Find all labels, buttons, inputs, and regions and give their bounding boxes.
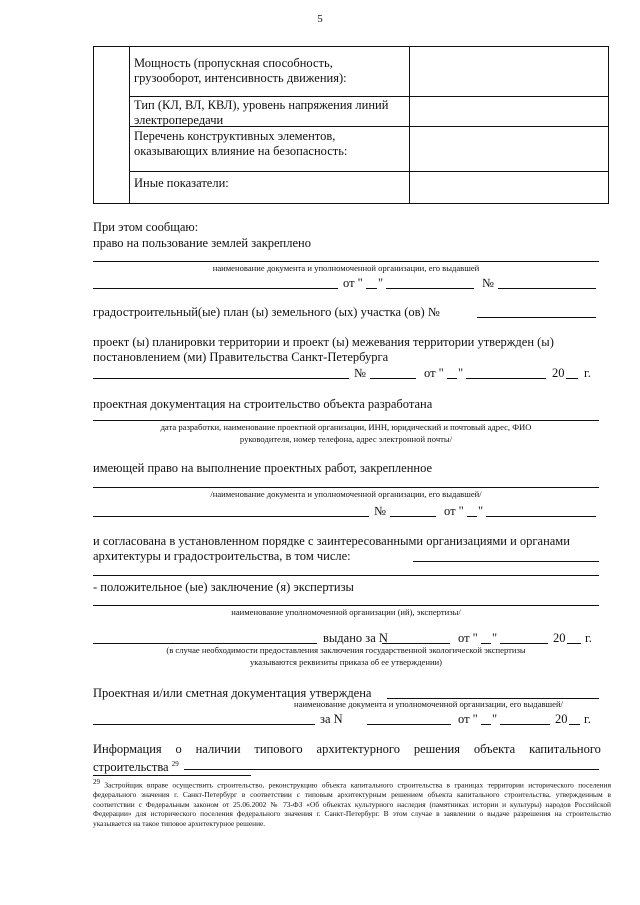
planning-line: проект (ы) планировки территории и проект (ы) межевания территории утвержден (ы) [93, 335, 554, 349]
expertise-field[interactable] [93, 605, 599, 606]
date-month-field[interactable] [466, 378, 546, 379]
table-row-divider [129, 171, 608, 172]
document-number-field[interactable] [382, 643, 450, 644]
date-field[interactable] [481, 643, 491, 644]
year-suffix: г. [584, 366, 591, 380]
date-from-label: от " [458, 712, 478, 726]
date-quote: " [458, 366, 464, 380]
table-cell-label: оказывающих влияние на безопасность: [134, 143, 348, 158]
project-doc-field[interactable] [93, 420, 599, 421]
date-from-label: от " [444, 504, 464, 518]
land-rights-label: право на пользование землей закреплено [93, 236, 311, 250]
date-from-label: от " [343, 276, 363, 290]
field-caption: наименование документа и уполномоченной организации, его выдавшей/ [294, 699, 563, 709]
document-number-field[interactable] [367, 724, 451, 725]
agreed-extra-field[interactable] [93, 575, 599, 576]
table-cell-label: Тип (КЛ, ВЛ, КВЛ), уровень напряжения линий [134, 98, 389, 112]
right-to-work-extra-field[interactable] [93, 516, 369, 517]
page-number: 5 [317, 13, 323, 25]
date-from-label: от " [458, 631, 478, 645]
typical-solution-line: Информация о наличии типового архитектурного решения объекта капитального [93, 742, 601, 756]
table-row [134, 176, 229, 191]
date-month-field[interactable] [486, 516, 596, 517]
table-cell-label: Иные показатели: [134, 176, 229, 190]
field-caption: наименование документа и уполномоченной организации, его выдавшей [212, 263, 480, 273]
table-column-divider [409, 47, 410, 203]
za-label: за N [320, 712, 343, 726]
land-rights-extra-field[interactable] [93, 288, 338, 289]
gpzu-label: градостроительный(ые) план (ы) земельного (ых) участка (ов) № [93, 305, 440, 319]
right-to-work-label: имеющей право на выполнение проектных работ, закрепленное [93, 461, 433, 475]
footnote-number: 29 [93, 778, 100, 786]
document-number-field[interactable] [498, 288, 596, 289]
year-suffix: г. [585, 631, 592, 645]
expertise-label: - положительное (ые) заключение (я) экспертизы [93, 580, 354, 594]
date-month-field[interactable] [386, 288, 474, 289]
year-label: 20 [555, 712, 568, 726]
planning-field[interactable] [93, 378, 349, 379]
table-cell-label: грузооборот, интенсивность движения): [134, 70, 347, 85]
date-quote: " [492, 631, 498, 645]
table-row [134, 98, 388, 127]
date-quote: " [478, 504, 484, 518]
year-suffix: г. [584, 712, 591, 726]
date-month-field[interactable] [500, 643, 548, 644]
footnote-separator [93, 775, 251, 776]
typical-solution-label: строительства $^{29}$ [93, 760, 179, 775]
date-from-label: от " [424, 366, 444, 380]
approved-extra-field[interactable] [93, 724, 315, 725]
object-parameters-table [93, 46, 609, 204]
footnote [93, 778, 611, 828]
footnote-text: Застройщик вправе осуществить строительство, реконструкцию объекта капитального строительства в границах территории исторического поселения федерального значения г. Санкт-Петербург в соответствии с типовым архитектурным решением объекта капитального строительства, утвержденным в соответствии с Федеральным законом от 25.06.2002 № 73-ФЗ «Об объектах культурного наследия (памятниках истории и культуры) народов Российской Федерации» для исторического поселения федерального значения г. Санкт-Петербург. В этом случае в заявлении о выдаче разрешения на строительство указывается на такое типовое архитектурное решение. [93, 780, 611, 828]
project-doc-label: проектная документация на строительство объекта разработана [93, 397, 433, 411]
table-cell-label: Мощность (пропускная способность, [134, 56, 333, 70]
agreed-field[interactable] [413, 561, 599, 562]
table-row-divider [129, 96, 608, 97]
date-field[interactable] [366, 288, 377, 289]
field-note: указываются реквизиты приказа об ее утверждении) [249, 657, 443, 667]
table-cell-label: электропередачи [134, 112, 224, 127]
date-quote: " [378, 276, 384, 290]
table-row [134, 56, 347, 85]
number-label: № [354, 366, 366, 380]
footnote-ref[interactable]: 29 [171, 760, 179, 768]
right-to-work-field[interactable] [93, 487, 599, 488]
year-field[interactable] [567, 643, 581, 644]
gpzu-number-field[interactable] [477, 317, 596, 318]
year-field[interactable] [569, 724, 580, 725]
date-field[interactable] [481, 724, 491, 725]
field-note: (в случае необходимости предоставления заключения государственной экологической экспертизы [166, 645, 526, 655]
agreed-line: и согласована в установленном порядке с заинтересованными организациями и органами [93, 534, 570, 548]
year-label: 20 [552, 366, 565, 380]
issued-label: выдано за N [323, 631, 388, 645]
table-cell-label: Перечень конструктивных элементов, [134, 129, 336, 143]
year-field[interactable] [566, 378, 578, 379]
document-number-field[interactable] [370, 378, 416, 379]
expertise-extra-field[interactable] [93, 643, 317, 644]
field-caption: дата разработки, наименование проектной организации, ИНН, юридический и почтовый адрес, ФИО [160, 422, 532, 432]
year-label: 20 [553, 631, 566, 645]
date-month-field[interactable] [500, 724, 550, 725]
field-caption: /наименование документа и уполномоченной организации, его выдавшей/ [210, 489, 482, 499]
approved-label: Проектная и/или сметная документация утверждена [93, 686, 372, 700]
land-rights-field[interactable] [93, 261, 599, 262]
number-label: № [482, 276, 494, 290]
field-caption: руководителя, номер телефона, адрес электронной почты/ [239, 434, 453, 444]
table-column-divider [129, 47, 130, 203]
date-field[interactable] [447, 378, 457, 379]
planning-line: постановлением (ми) Правительства Санкт-Петербурга [93, 350, 389, 364]
document-number-field[interactable] [390, 516, 436, 517]
date-field[interactable] [467, 516, 477, 517]
table-row [134, 129, 347, 158]
number-label: № [374, 504, 386, 518]
intro-line: При этом сообщаю: [93, 220, 199, 234]
agreed-line: архитектуры и градостроительства, в том числе: [93, 549, 351, 563]
field-caption: наименование уполномоченной организации (ий), экспертизы/ [231, 607, 461, 617]
typical-solution-field[interactable] [184, 769, 599, 770]
date-quote: " [492, 712, 498, 726]
